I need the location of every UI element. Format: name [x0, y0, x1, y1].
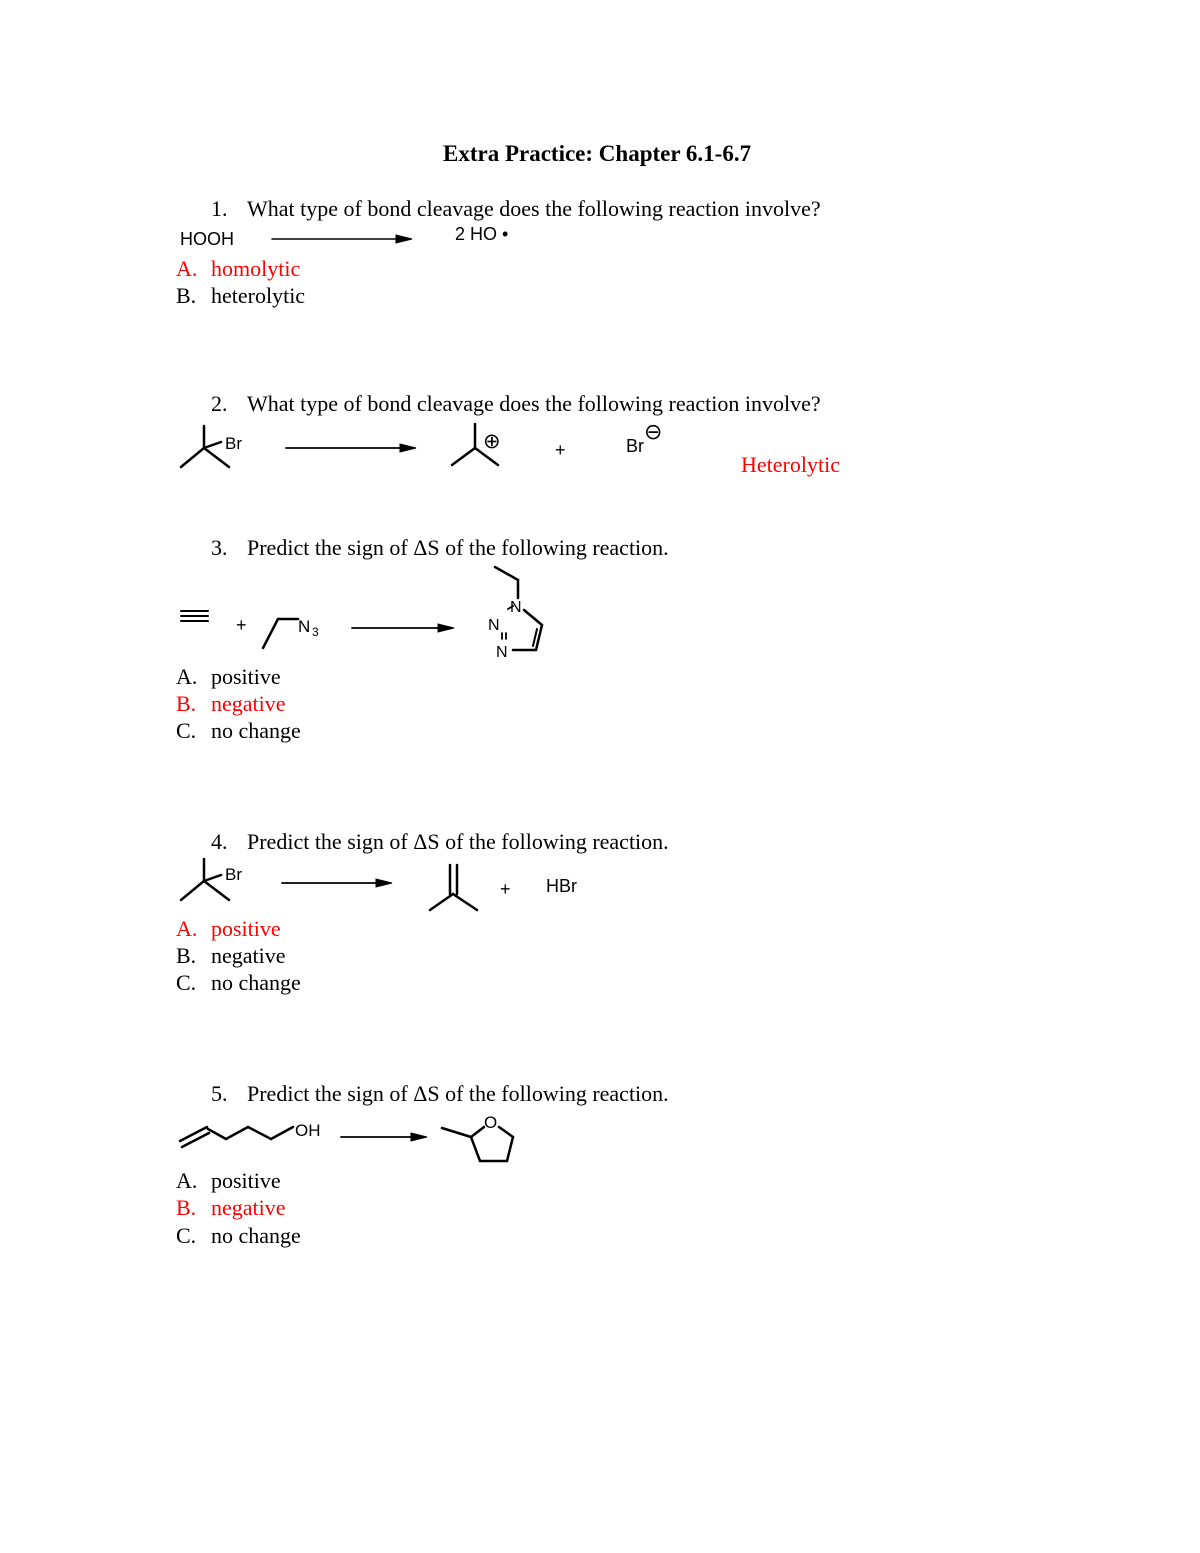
q4-plus: +	[500, 879, 511, 899]
q5-reaction-arrow	[337, 1128, 432, 1148]
question-4-text: Predict the sign of ΔS of the following reaction.	[247, 829, 669, 854]
page-title: Extra Practice: Chapter 6.1-6.7	[443, 141, 752, 166]
q1-option-b-text: heterolytic	[211, 283, 306, 308]
q1-option-a-text: homolytic	[211, 256, 301, 281]
q5-methyl-thf	[436, 1108, 526, 1168]
question-1-text: What type of bond cleavage does the following reaction involve?	[247, 196, 821, 221]
q3-option-c-text: no change	[211, 718, 301, 743]
q2-answer: Heterolytic	[741, 452, 840, 477]
q4-product2: HBr	[546, 876, 577, 896]
question-3-number: 3.	[211, 535, 228, 560]
q3-acetylene	[178, 608, 218, 628]
q5-option-b-letter: B.	[176, 1195, 197, 1220]
q5-reactant-label: OH	[295, 1121, 321, 1140]
q4-isobutylene	[425, 862, 490, 917]
q2-reaction-arrow	[282, 439, 422, 459]
question-4-number: 4.	[211, 829, 228, 854]
q3-option-a-letter: A.	[176, 664, 198, 689]
q4-option-b-letter: B.	[176, 943, 197, 968]
q1-product: 2 HO •	[455, 224, 509, 244]
q5-option-b-text: negative	[211, 1195, 286, 1220]
q2-product2: Br	[626, 436, 644, 456]
q2-reactant-label: Br	[225, 434, 242, 453]
q1-option-b-letter: B.	[176, 283, 197, 308]
q4-option-a-text: positive	[211, 916, 281, 941]
question-3-text: Predict the sign of ΔS of the following reaction.	[247, 535, 669, 560]
q5-option-a-text: positive	[211, 1168, 281, 1193]
q4-reaction-arrow	[278, 874, 398, 894]
q4-option-b-text: negative	[211, 943, 286, 968]
q3-azide-label: N	[298, 617, 311, 636]
q4-tert-butyl-bromide	[175, 855, 255, 910]
q3-triazole-n2: N	[488, 617, 500, 634]
q3-option-a-text: positive	[211, 664, 281, 689]
q4-option-a-letter: A.	[176, 916, 198, 941]
q5-option-c-letter: C.	[176, 1223, 197, 1248]
q1-option-a-letter: A.	[176, 256, 198, 281]
q3-option-b-letter: B.	[176, 691, 197, 716]
q5-pentenol	[175, 1115, 335, 1155]
question-2-text: What type of bond cleavage does the following reaction involve?	[247, 391, 821, 416]
q3-reaction-arrow	[348, 619, 460, 639]
q5-ring-oxygen: O	[484, 1113, 498, 1132]
question-5-text: Predict the sign of ΔS of the following reaction.	[247, 1081, 669, 1106]
q5-option-c-text: no change	[211, 1223, 301, 1248]
q1-reactant: HOOH	[180, 229, 234, 249]
q3-plus: +	[236, 615, 247, 635]
q5-option-a-letter: A.	[176, 1168, 198, 1193]
q1-reaction-arrow	[268, 230, 418, 250]
question-2-number: 2.	[211, 391, 228, 416]
q2-plus: +	[555, 440, 566, 460]
q2-tert-butyl-cation	[445, 420, 515, 475]
q3-triazole-product	[480, 563, 550, 663]
q2-cation-charge: ⊕	[483, 430, 501, 453]
q4-option-c-text: no change	[211, 970, 301, 995]
q4-option-c-letter: C.	[176, 970, 197, 995]
q3-option-c-letter: C.	[176, 718, 197, 743]
q3-azide-subscript: 3	[312, 625, 319, 639]
question-5-number: 5.	[211, 1081, 228, 1106]
q2-anion-charge: ⊖	[644, 419, 663, 444]
q3-ethyl-azide	[258, 610, 338, 655]
q3-triazole-n1: N	[510, 599, 522, 616]
q3-option-b-text: negative	[211, 691, 286, 716]
q4-reactant-label: Br	[225, 865, 242, 884]
q3-triazole-n3: N	[496, 644, 508, 661]
question-1-number: 1.	[211, 196, 228, 221]
q2-tert-butyl-bromide	[175, 422, 255, 477]
